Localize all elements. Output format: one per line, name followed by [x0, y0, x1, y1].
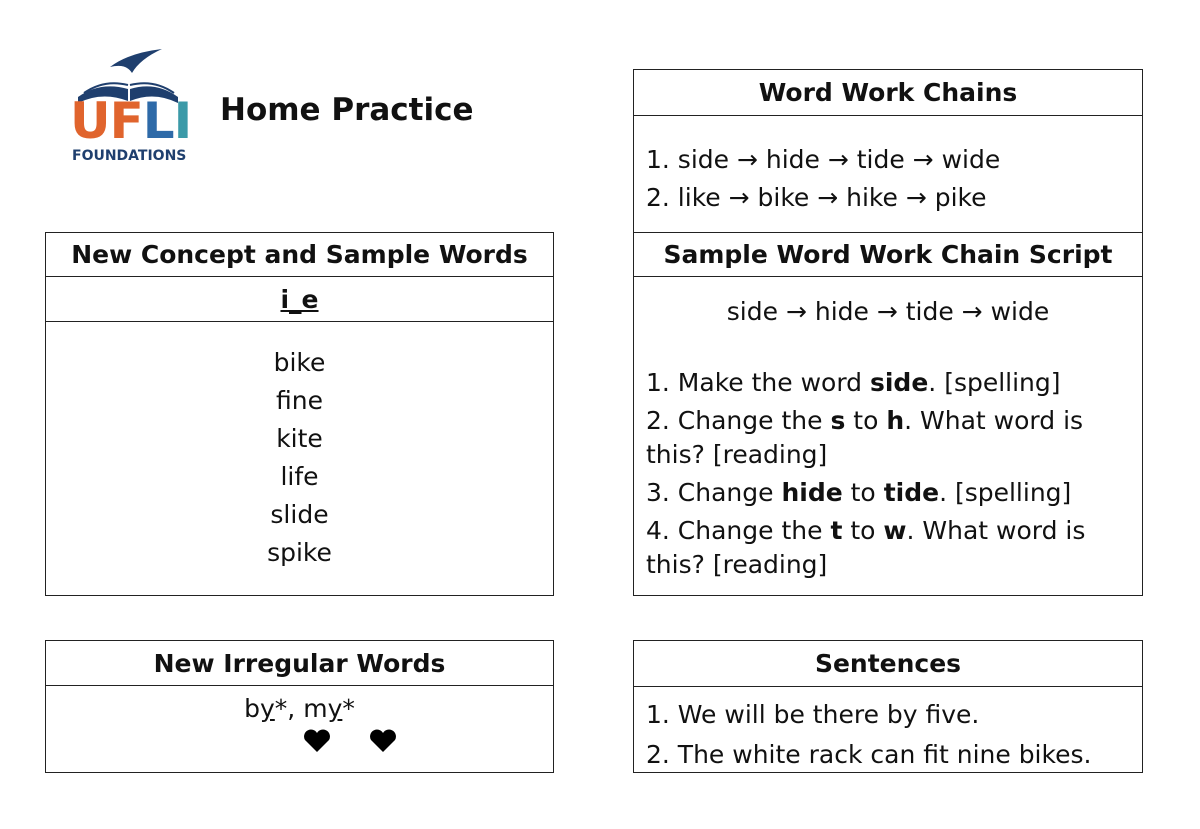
concept-header: New Concept and Sample Words: [46, 233, 553, 277]
heart-icon: [303, 729, 331, 753]
sample-word: slide: [270, 500, 329, 529]
sentences-header: Sentences: [634, 641, 1142, 687]
sample-word: kite: [276, 424, 323, 453]
sample-word: bike: [273, 348, 326, 377]
sentence-item: 1. We will be there by five.: [646, 700, 980, 729]
concept-pattern: i_e: [46, 277, 553, 322]
logo-wordmark: [70, 92, 192, 150]
logo-subtitle: FOUNDATIONS: [72, 148, 187, 164]
irregular-word-my: my*: [303, 694, 355, 723]
irregular-panel: [45, 640, 554, 773]
heart-icon: [369, 729, 397, 753]
sentence-item: 2. The white rack can fit nine bikes.: [646, 740, 1092, 769]
logo-letter-u: U: [70, 92, 110, 150]
sample-word-list: [46, 322, 553, 572]
sample-word: life: [280, 462, 319, 491]
logo-letter-l: L: [142, 92, 174, 150]
chains-header: Word Work Chains: [634, 70, 1142, 116]
script-step: 4. Change the t to w. What word is this? [reading]: [646, 516, 1086, 579]
script-panel: [633, 232, 1143, 596]
sentences-panel: [633, 640, 1143, 773]
chain-item: 2. like → bike → hike → pike: [646, 183, 987, 212]
sample-word: fine: [276, 386, 323, 415]
page-title: Home Practice: [220, 92, 474, 128]
irregular-words: by*, my*: [244, 694, 355, 723]
script-steps: [634, 329, 1142, 582]
script-chain: side → hide → tide → wide: [726, 297, 1050, 326]
script-step: 1. Make the word side. [spelling]: [646, 368, 1061, 397]
script-step: 2. Change the s to h. What word is this? [reading]: [646, 406, 1084, 469]
logo-letter-f: F: [109, 92, 143, 150]
script-header: Sample Word Work Chain Script: [634, 233, 1142, 277]
chains-panel: [633, 69, 1143, 234]
sample-word: spike: [267, 538, 332, 567]
script-step: 3. Change hide to tide. [spelling]: [646, 478, 1072, 507]
irregular-header: New Irregular Words: [46, 641, 553, 686]
concept-panel: [45, 232, 554, 596]
ufli-logo: [70, 45, 190, 170]
irregular-word-by: by*: [244, 694, 288, 723]
logo-letter-i: I: [173, 92, 192, 150]
chain-item: 1. side → hide → tide → wide: [646, 145, 1001, 174]
